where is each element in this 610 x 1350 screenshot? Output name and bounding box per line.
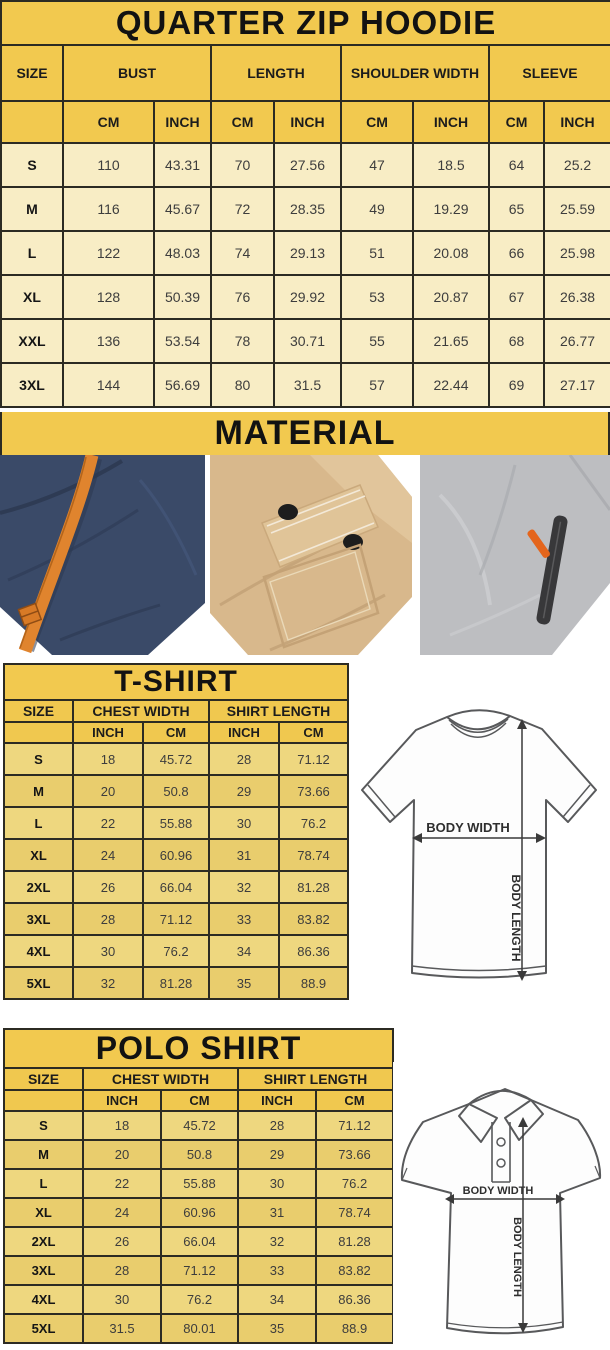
cell-shoulder-cm: 49 (341, 187, 413, 231)
material-section-title: MATERIAL (0, 412, 610, 455)
cell-chest-inch: 20 (73, 775, 143, 807)
cell-size: L (4, 807, 73, 839)
cell-bust-cm: 110 (63, 143, 154, 187)
cell-length-inch: 31 (238, 1198, 316, 1227)
cell-length-inch: 30 (209, 807, 279, 839)
cell-length-inch: 28 (238, 1111, 316, 1140)
cell-chest-cm: 45.72 (161, 1111, 238, 1140)
table-row (4, 1169, 393, 1198)
cell-shoulder-cm: 47 (341, 143, 413, 187)
cell-chest-cm: 66.04 (143, 871, 209, 903)
table-row (1, 363, 610, 407)
cell-length-inch: 32 (238, 1227, 316, 1256)
cell-length-cm: 88.9 (316, 1314, 393, 1343)
unit-header-cm: CM (489, 101, 544, 143)
cell-length-cm: 86.36 (279, 935, 348, 967)
cell-sleeve-cm: 66 (489, 231, 544, 275)
cell-chest-inch: 30 (83, 1285, 161, 1314)
cell-bust-cm: 136 (63, 319, 154, 363)
unit-header-cm: CM (63, 101, 154, 143)
cell-shoulder-cm: 51 (341, 231, 413, 275)
body-width-label: BODY WIDTH (462, 1185, 534, 1197)
table-row (4, 1111, 393, 1140)
snap-button (278, 504, 298, 520)
cell-chest-inch: 18 (83, 1111, 161, 1140)
cell-sleeve-inch: 25.98 (544, 231, 610, 275)
unit-header-inch: INCH (413, 101, 489, 143)
material-photo-khaki-pocket (210, 455, 412, 655)
cell-chest-inch: 28 (73, 903, 143, 935)
cell-chest-cm: 45.72 (143, 743, 209, 775)
unit-header-inch: INCH (274, 101, 341, 143)
cell-length-cm: 73.66 (316, 1140, 393, 1169)
cell-bust-cm: 116 (63, 187, 154, 231)
cell-length-cm: 76.2 (316, 1169, 393, 1198)
cell-shoulder-cm: 53 (341, 275, 413, 319)
cell-size: L (4, 1169, 83, 1198)
cell-length-inch: 35 (209, 967, 279, 999)
cell-chest-inch: 22 (73, 807, 143, 839)
cell-length-cm: 71.12 (316, 1111, 393, 1140)
cell-length-cm: 73.66 (279, 775, 348, 807)
cell-sleeve-cm: 67 (489, 275, 544, 319)
body-length-label: BODY LENGTH (509, 874, 523, 962)
cell-chest-inch: 24 (73, 839, 143, 871)
cell-size: 2XL (4, 1227, 83, 1256)
cell-length-cm: 80 (211, 363, 274, 407)
empty-header-cell (4, 722, 73, 743)
cell-shoulder-inch: 20.08 (413, 231, 489, 275)
cell-chest-cm: 76.2 (161, 1285, 238, 1314)
cell-sleeve-cm: 68 (489, 319, 544, 363)
photo-divider (412, 455, 420, 655)
cell-chest-inch: 26 (73, 871, 143, 903)
empty-header-cell (1, 101, 63, 143)
cell-chest-cm: 71.12 (161, 1256, 238, 1285)
material-photos-row (0, 455, 610, 655)
material-photo-navy-drawstring (0, 455, 205, 655)
cell-length-cm: 70 (211, 143, 274, 187)
cell-length-cm: 86.36 (316, 1285, 393, 1314)
cell-length-cm: 78 (211, 319, 274, 363)
cell-size: L (1, 231, 63, 275)
col-header-bust: BUST (63, 45, 211, 101)
tshirt-size-table (3, 663, 349, 1000)
unit-header-inch: INCH (238, 1090, 316, 1111)
cell-length-inch: 27.56 (274, 143, 341, 187)
cell-bust-cm: 128 (63, 275, 154, 319)
table-row (4, 743, 348, 775)
cell-bust-cm: 144 (63, 363, 154, 407)
cell-length-inch: 34 (209, 935, 279, 967)
cell-sleeve-cm: 65 (489, 187, 544, 231)
unit-header-cm: CM (143, 722, 209, 743)
tshirt-table-title: T-SHIRT (4, 664, 348, 700)
cell-chest-inch: 20 (83, 1140, 161, 1169)
cell-size: 4XL (4, 1285, 83, 1314)
cell-size: S (4, 743, 73, 775)
col-header-size: SIZE (4, 700, 73, 722)
cell-bust-cm: 122 (63, 231, 154, 275)
unit-header-cm: CM (316, 1090, 393, 1111)
cell-chest-inch: 28 (83, 1256, 161, 1285)
cell-bust-inch: 53.54 (154, 319, 211, 363)
cell-bust-inch: 43.31 (154, 143, 211, 187)
cell-chest-inch: 18 (73, 743, 143, 775)
cell-size: 2XL (4, 871, 73, 903)
cell-shoulder-cm: 55 (341, 319, 413, 363)
polo-table-title: POLO SHIRT (4, 1029, 393, 1068)
hoodie-table-title: QUARTER ZIP HOODIE (1, 1, 610, 45)
unit-header-inch: INCH (154, 101, 211, 143)
table-row (4, 935, 348, 967)
cell-length-inch: 29.92 (274, 275, 341, 319)
cell-length-cm: 72 (211, 187, 274, 231)
cell-length-inch: 28.35 (274, 187, 341, 231)
body-width-label: BODY WIDTH (426, 820, 510, 835)
cell-chest-cm: 76.2 (143, 935, 209, 967)
cell-size: 3XL (4, 1256, 83, 1285)
cell-length-cm: 74 (211, 231, 274, 275)
cell-length-inch: 29 (238, 1140, 316, 1169)
cell-chest-cm: 71.12 (143, 903, 209, 935)
unit-header-cm: CM (211, 101, 274, 143)
table-row (4, 807, 348, 839)
tshirt-table-body (4, 743, 348, 999)
cell-length-inch: 30.71 (274, 319, 341, 363)
cell-length-inch: 35 (238, 1314, 316, 1343)
cell-size: XL (4, 1198, 83, 1227)
cell-bust-inch: 56.69 (154, 363, 211, 407)
cell-shoulder-inch: 21.65 (413, 319, 489, 363)
table-row (1, 319, 610, 363)
unit-header-inch: INCH (209, 722, 279, 743)
unit-header-inch: INCH (83, 1090, 161, 1111)
cell-sleeve-cm: 69 (489, 363, 544, 407)
body-length-label: BODY LENGTH (511, 1217, 523, 1297)
cell-chest-cm: 80.01 (161, 1314, 238, 1343)
cell-chest-cm: 55.88 (143, 807, 209, 839)
cell-chest-cm: 55.88 (161, 1169, 238, 1198)
table-row (1, 187, 610, 231)
col-header-shoulder-width: SHOULDER WIDTH (341, 45, 489, 101)
cell-bust-inch: 48.03 (154, 231, 211, 275)
table-row (4, 1140, 393, 1169)
cell-size: XL (1, 275, 63, 319)
cell-length-inch: 29 (209, 775, 279, 807)
cell-size: XXL (1, 319, 63, 363)
col-header-size: SIZE (1, 45, 63, 101)
table-row (1, 143, 610, 187)
col-header-chest-width: CHEST WIDTH (83, 1068, 238, 1090)
table-row (4, 1256, 393, 1285)
cell-chest-inch: 32 (73, 967, 143, 999)
cell-size: 4XL (4, 935, 73, 967)
unit-header-cm: CM (161, 1090, 238, 1111)
table-row (4, 1314, 393, 1343)
cell-length-cm: 81.28 (279, 871, 348, 903)
cell-size: M (4, 1140, 83, 1169)
empty-header-cell (4, 1090, 83, 1111)
cell-shoulder-inch: 19.29 (413, 187, 489, 231)
cell-size: S (4, 1111, 83, 1140)
table-row (4, 839, 348, 871)
table-row (4, 871, 348, 903)
table-row (4, 775, 348, 807)
col-header-size: SIZE (4, 1068, 83, 1090)
cell-length-cm: 83.82 (279, 903, 348, 935)
cell-chest-cm: 81.28 (143, 967, 209, 999)
cell-length-inch: 33 (209, 903, 279, 935)
cell-sleeve-inch: 25.2 (544, 143, 610, 187)
table-row (4, 1285, 393, 1314)
cell-sleeve-inch: 26.38 (544, 275, 610, 319)
cell-size: 5XL (4, 1314, 83, 1343)
polo-table-body (4, 1111, 393, 1343)
table-row (4, 903, 348, 935)
cell-shoulder-inch: 18.5 (413, 143, 489, 187)
cell-chest-cm: 50.8 (161, 1140, 238, 1169)
cell-length-inch: 29.13 (274, 231, 341, 275)
cell-length-cm: 71.12 (279, 743, 348, 775)
cell-sleeve-inch: 25.59 (544, 187, 610, 231)
polo-button (497, 1138, 505, 1146)
polo-button (497, 1159, 505, 1167)
cell-size: M (4, 775, 73, 807)
cell-length-inch: 31 (209, 839, 279, 871)
cell-length-inch: 30 (238, 1169, 316, 1198)
unit-header-cm: CM (279, 722, 348, 743)
cell-length-cm: 83.82 (316, 1256, 393, 1285)
polo-measurement-diagram (393, 1062, 608, 1349)
unit-header-cm: CM (341, 101, 413, 143)
cell-bust-inch: 45.67 (154, 187, 211, 231)
cell-shoulder-cm: 57 (341, 363, 413, 407)
cell-sleeve-inch: 27.17 (544, 363, 610, 407)
cell-length-inch: 32 (209, 871, 279, 903)
polo-size-table (3, 1028, 394, 1344)
unit-header-inch: INCH (73, 722, 143, 743)
cell-chest-cm: 66.04 (161, 1227, 238, 1256)
table-row (1, 275, 610, 319)
table-row (1, 231, 610, 275)
cell-length-inch: 33 (238, 1256, 316, 1285)
cell-length-cm: 78.74 (316, 1198, 393, 1227)
cell-chest-cm: 60.96 (161, 1198, 238, 1227)
cell-length-cm: 78.74 (279, 839, 348, 871)
cell-chest-inch: 26 (83, 1227, 161, 1256)
cell-length-cm: 76.2 (279, 807, 348, 839)
cell-size: 3XL (4, 903, 73, 935)
cell-length-cm: 88.9 (279, 967, 348, 999)
cell-length-inch: 31.5 (274, 363, 341, 407)
table-row (4, 1227, 393, 1256)
cell-length-inch: 34 (238, 1285, 316, 1314)
cell-chest-cm: 50.8 (143, 775, 209, 807)
cell-chest-inch: 24 (83, 1198, 161, 1227)
table-row (4, 1198, 393, 1227)
cell-shoulder-inch: 22.44 (413, 363, 489, 407)
col-header-length: LENGTH (211, 45, 341, 101)
col-header-shirt-length: SHIRT LENGTH (238, 1068, 393, 1090)
cell-sleeve-cm: 64 (489, 143, 544, 187)
cell-shoulder-inch: 20.87 (413, 275, 489, 319)
cell-chest-cm: 60.96 (143, 839, 209, 871)
cell-chest-inch: 30 (73, 935, 143, 967)
cell-chest-inch: 31.5 (83, 1314, 161, 1343)
hoodie-size-table (0, 0, 610, 408)
cell-size: XL (4, 839, 73, 871)
cell-length-cm: 76 (211, 275, 274, 319)
col-header-chest-width: CHEST WIDTH (73, 700, 209, 722)
cell-bust-inch: 50.39 (154, 275, 211, 319)
cell-size: M (1, 187, 63, 231)
cell-size: 3XL (1, 363, 63, 407)
cell-chest-inch: 22 (83, 1169, 161, 1198)
col-header-sleeve: SLEEVE (489, 45, 610, 101)
col-header-shirt-length: SHIRT LENGTH (209, 700, 348, 722)
cell-length-inch: 28 (209, 743, 279, 775)
tshirt-measurement-diagram (350, 688, 608, 1013)
cell-length-cm: 81.28 (316, 1227, 393, 1256)
cell-sleeve-inch: 26.77 (544, 319, 610, 363)
table-row (4, 967, 348, 999)
cell-size: 5XL (4, 967, 73, 999)
unit-header-inch: INCH (544, 101, 610, 143)
material-photo-gray-zipper (420, 455, 610, 655)
hoodie-table-body (1, 143, 610, 407)
cell-size: S (1, 143, 63, 187)
